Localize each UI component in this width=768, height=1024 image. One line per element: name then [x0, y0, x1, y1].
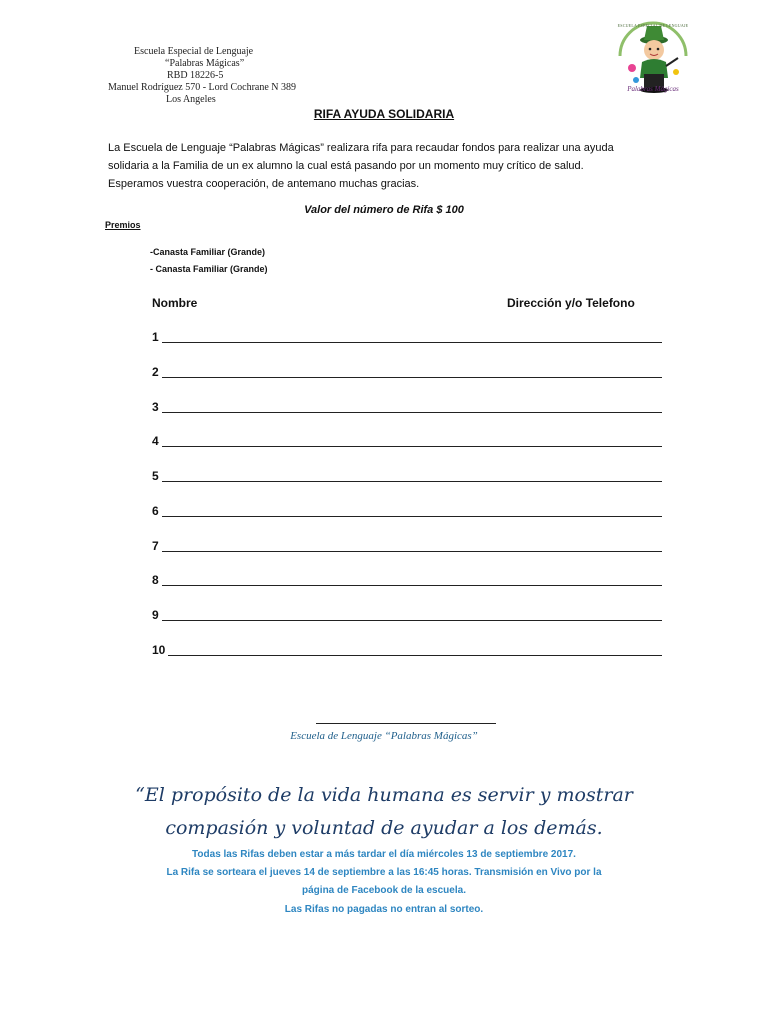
logo-top-text: ESCUELA ESPECIAL DE LENGUAJE [617, 23, 689, 28]
quote-line-1: “El propósito de la vida humana es servir y mostrar [135, 784, 633, 806]
entry-number: 4 [152, 434, 159, 448]
notice-unpaid: Las Rifas no pagadas no entran al sorteo. [284, 904, 484, 915]
intro-paragraph [108, 139, 648, 193]
entry-row[interactable] [152, 363, 662, 379]
entry-line[interactable] [162, 551, 662, 552]
entry-line[interactable] [162, 620, 662, 621]
entry-number: 2 [152, 365, 159, 379]
intro-line-1: La Escuela de Lenguaje “Palabras Mágicas” realizara rifa para recaudar fondos para realizar una ayuda [108, 142, 614, 154]
entry-row[interactable] [152, 502, 662, 518]
entry-number: 3 [152, 400, 159, 414]
school-address: Manuel Rodríguez 570 - Lord Cochrane N 389 [108, 82, 297, 93]
entry-row[interactable] [152, 641, 662, 657]
intro-line-2: solidaria a la Familia de un ex alumno la cual está pasando por un momento muy crítico de salud. [108, 160, 584, 172]
entry-number: 6 [152, 504, 159, 518]
notice-facebook: página de Facebook de la escuela. [302, 885, 466, 896]
quote-line-2: compasión y voluntad de ayudar a los demás. [165, 817, 603, 839]
school-name: Escuela Especial de Lenguaje [134, 46, 254, 57]
column-address-header: Dirección y/o Telefono [507, 296, 635, 310]
intro-line-3: Esperamos vuestra cooperación, de antemano muchas gracias. [108, 178, 420, 190]
entry-row[interactable] [152, 398, 662, 414]
notice-deadline: Todas las Rifas deben estar a más tardar el día miércoles 13 de septiembre 2017. [192, 849, 576, 860]
entry-line[interactable] [162, 377, 662, 378]
entry-number: 5 [152, 469, 159, 483]
prize-item: -Canasta Familiar (Grande) [150, 247, 266, 257]
entry-number: 10 [152, 643, 166, 657]
entry-line[interactable] [162, 585, 662, 586]
school-rbd: RBD 18226-5 [167, 70, 224, 81]
entry-row[interactable] [152, 606, 662, 622]
raffle-price: Valor del número de Rifa $ 100 [304, 204, 464, 216]
school-city: Los Angeles [166, 94, 216, 105]
notice-draw-date: La Rifa se sorteara el jueves 14 de septiembre a las 16:45 horas. Transmisión en Vivo por la [166, 867, 602, 878]
school-quote-name: “Palabras Mágicas” [165, 58, 245, 69]
entry-line[interactable] [162, 412, 662, 413]
signature-line [316, 723, 496, 724]
entry-row[interactable] [152, 328, 662, 344]
entry-line[interactable] [162, 481, 662, 482]
prize-item: - Canasta Familiar (Grande) [150, 264, 268, 274]
entry-row[interactable] [152, 571, 662, 587]
entry-number: 1 [152, 330, 159, 344]
document-title: RIFA AYUDA SOLIDARIA [313, 107, 455, 121]
entry-row[interactable] [152, 467, 662, 483]
entry-line[interactable] [168, 655, 662, 656]
column-name-header: Nombre [152, 296, 198, 310]
entry-line[interactable] [162, 446, 662, 447]
signature-name: Escuela de Lenguaje “Palabras Mágicas” [290, 730, 478, 742]
entry-number: 7 [152, 539, 159, 553]
logo-caption: Palabras Mágicas [627, 85, 679, 93]
entry-number: 9 [152, 608, 159, 622]
entry-row[interactable] [152, 537, 662, 553]
prizes-heading: Premios [105, 220, 141, 230]
entry-line[interactable] [162, 342, 662, 343]
entry-line[interactable] [162, 516, 662, 517]
entry-row[interactable] [152, 432, 662, 448]
entry-number: 8 [152, 573, 159, 587]
